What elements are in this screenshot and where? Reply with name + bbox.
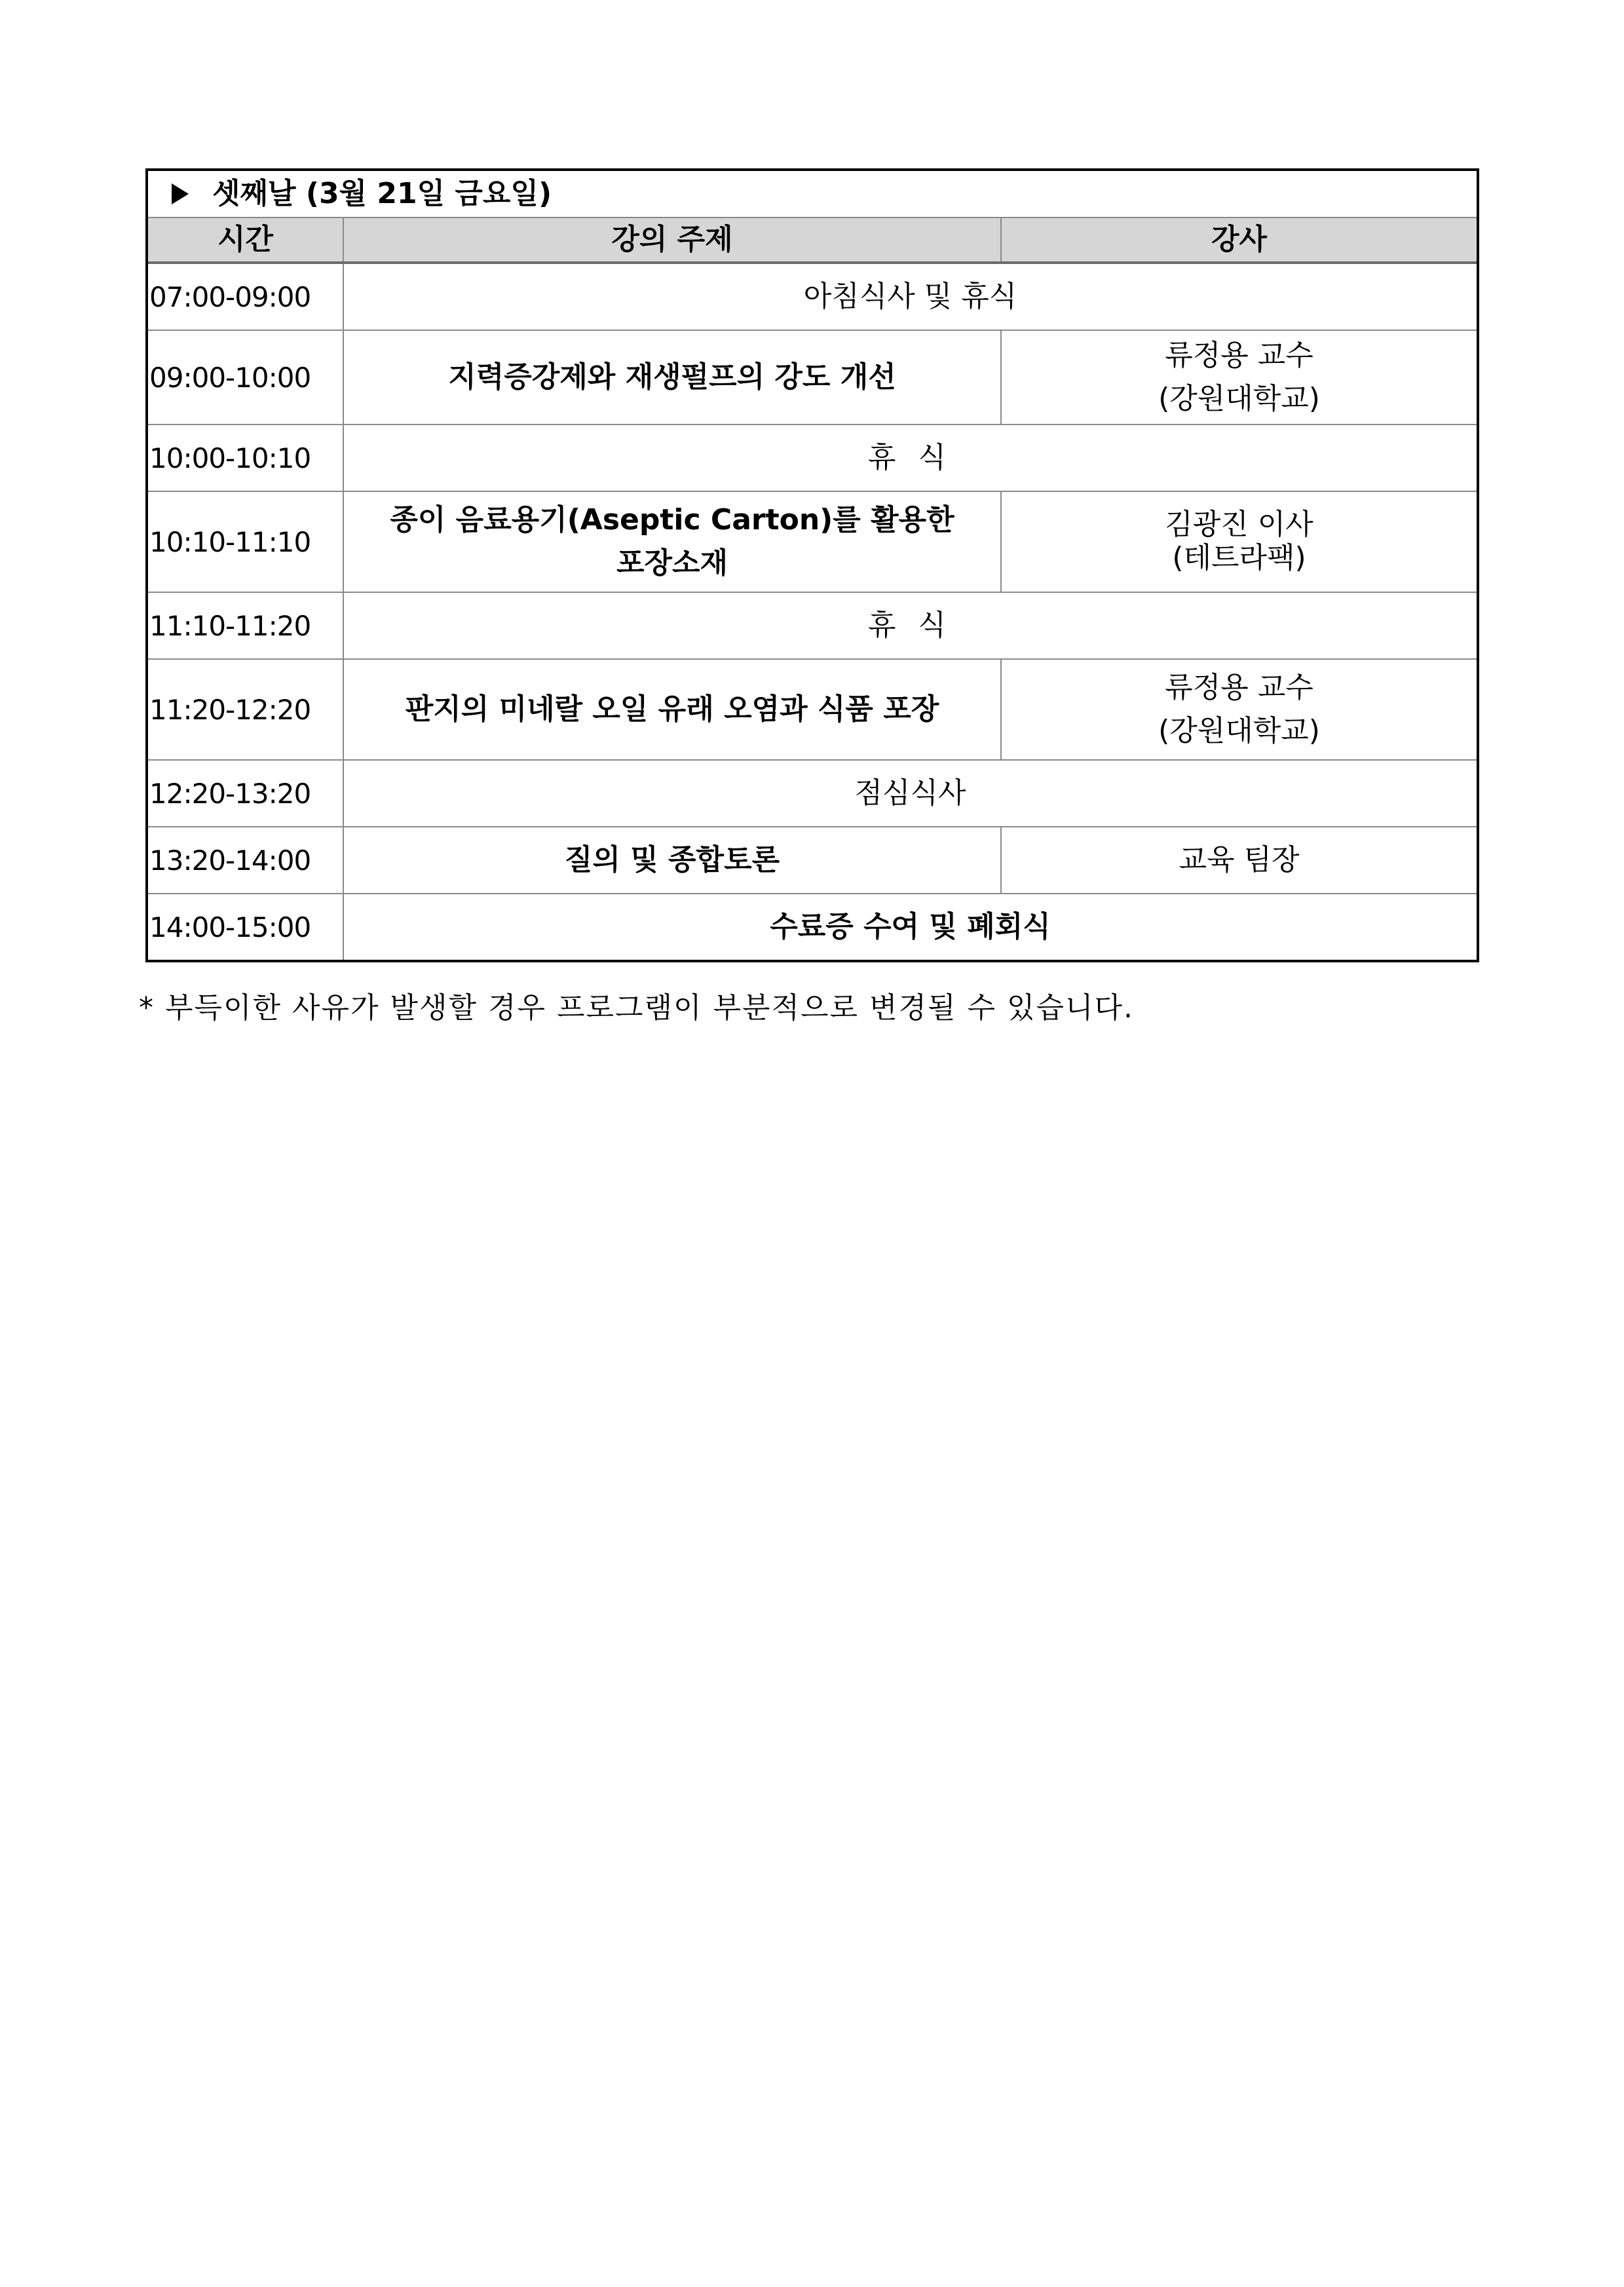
day-header-text: 셋째날 (3월 21일 금요일) [212, 177, 552, 210]
lecturer-cell [1001, 659, 1477, 760]
day-header [148, 171, 1477, 217]
lecturer-cell [1001, 330, 1477, 425]
topic-line: 종이 음료용기(Aseptic Carton)를 활용한 [390, 503, 954, 537]
topic-cell: 휴 식 [343, 425, 1477, 491]
column-header-topic: 강의 주제 [343, 217, 1001, 263]
footnote: * 부득이한 사유가 발생할 경우 프로그램이 부분적으로 변경될 수 있습니다. [139, 991, 1134, 1025]
lecturer-cell [1001, 491, 1477, 592]
triangle-right-icon [172, 183, 189, 204]
lecturer-name: 류정용 교수 [1165, 339, 1313, 372]
table-row [148, 659, 1477, 760]
time-cell: 11:20-12:20 [148, 659, 343, 760]
time-cell: 12:20-13:20 [148, 760, 343, 827]
time-cell: 14:00-15:00 [148, 894, 343, 960]
topic-cell: 질의 및 종합토론 [343, 827, 1001, 894]
table-row [148, 760, 1477, 827]
time-cell: 11:10-11:20 [148, 592, 343, 659]
column-header-time: 시간 [148, 217, 343, 263]
time-cell: 10:00-10:10 [148, 425, 343, 491]
table-row [148, 894, 1477, 960]
lecturer-cell: 교육 팀장 [1001, 827, 1477, 894]
topic-cell: 아침식사 및 휴식 [343, 263, 1477, 330]
topic-cell: 점심식사 [343, 760, 1477, 827]
time-cell: 09:00-10:00 [148, 330, 343, 425]
topic-cell: 휴 식 [343, 592, 1477, 659]
table-row [148, 263, 1477, 330]
lecturer-affiliation: (강원대학교) [1158, 382, 1320, 415]
topic-line: 포장소재 [616, 546, 728, 580]
topic-cell: 지력증강제와 재생펄프의 강도 개선 [343, 330, 1001, 425]
lecturer-affiliation: (강원대학교) [1158, 714, 1320, 747]
table-row [148, 330, 1477, 425]
lecturer-name: 김광진 이사 [1165, 508, 1313, 542]
table-row [148, 827, 1477, 894]
topic-cell: 판지의 미네랄 오일 유래 오염과 식품 포장 [343, 659, 1001, 760]
schedule-table [145, 168, 1479, 962]
topic-cell: 수료증 수여 및 폐회식 [343, 894, 1477, 960]
column-header-row [148, 217, 1477, 263]
lecturer-affiliation: (테트라팩) [1172, 541, 1306, 575]
lecturer-name: 류정용 교수 [1165, 671, 1313, 704]
time-cell: 07:00-09:00 [148, 263, 343, 330]
day-header-row [148, 171, 1477, 217]
table-row [148, 425, 1477, 491]
time-cell: 13:20-14:00 [148, 827, 343, 894]
table-row [148, 592, 1477, 659]
time-cell: 10:10-11:10 [148, 491, 343, 592]
column-header-lecturer: 강사 [1001, 217, 1477, 263]
table-row [148, 491, 1477, 592]
topic-cell [343, 491, 1001, 592]
